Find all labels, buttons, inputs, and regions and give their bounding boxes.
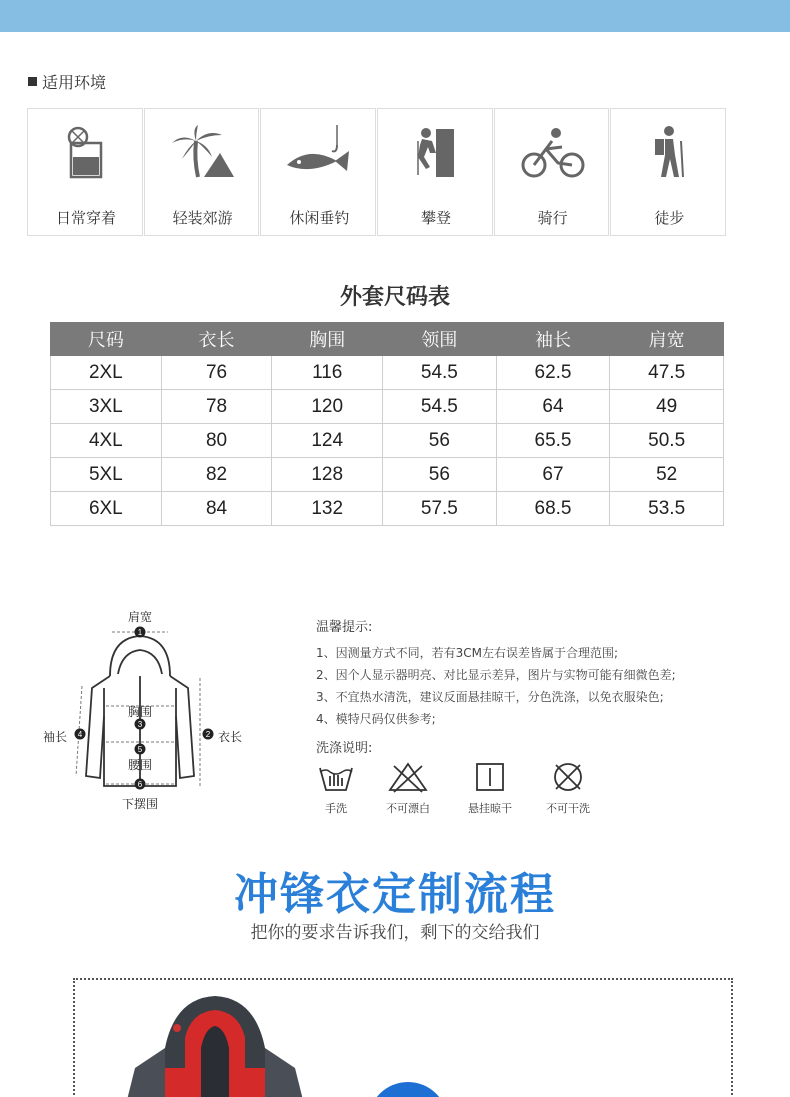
measure-number: 2 (205, 730, 211, 739)
label-hem: 下摆围 (122, 797, 159, 811)
no-bleach-icon (388, 760, 428, 794)
table-cell: 124 (272, 424, 383, 458)
no-dry-clean-icon (548, 760, 588, 794)
label-chest: 胸围 (128, 705, 153, 719)
tip-item: 2、因个人显示器明亮、对比显示差异，图片与实物可能有细微色差; (316, 668, 676, 682)
environment-item-hiking: 徒步 (610, 108, 726, 236)
table-cell: 128 (272, 458, 383, 492)
table-row (51, 356, 724, 390)
column-header: 衣长 (161, 323, 272, 356)
column-header: 领围 (383, 323, 497, 356)
wash-section-title: 洗涤说明: (316, 741, 373, 756)
column-header: 肩宽 (610, 323, 724, 356)
column-header: 袖长 (496, 323, 610, 356)
table-cell: 57.5 (383, 492, 497, 526)
column-header: 胸围 (272, 323, 383, 356)
climber-icon (378, 123, 494, 181)
table-cell: 56 (383, 424, 497, 458)
table-cell: 5XL (51, 458, 162, 492)
cyclist-icon (495, 123, 611, 181)
palm-tree-icon (145, 123, 261, 181)
hand-wash-icon (316, 760, 356, 794)
table-cell: 4XL (51, 424, 162, 458)
measure-number: 5 (137, 745, 143, 754)
wash-item-no-bleach: 不可漂白 (368, 760, 448, 816)
tip-item: 3、不宜热水清洗，建议反面悬挂晾干，分色洗涤，以免衣服染色; (316, 690, 664, 704)
hang-dry-icon (470, 760, 510, 794)
environment-grid (27, 108, 727, 236)
size-table-header-row (51, 323, 724, 356)
process-dotted-frame (73, 978, 733, 1097)
table-cell: 2XL (51, 356, 162, 390)
table-row (51, 492, 724, 526)
hiker-icon (611, 123, 727, 181)
measure-number: 6 (137, 780, 143, 789)
bullet-square-icon (28, 77, 37, 86)
measure-number: 1 (137, 628, 143, 637)
table-cell: 54.5 (383, 390, 497, 424)
table-cell: 68.5 (496, 492, 610, 526)
size-table-title: 外套尺码表 (339, 285, 450, 310)
top-banner-bar (0, 0, 790, 32)
label-body-length: 衣长 (218, 730, 243, 744)
table-cell: 65.5 (496, 424, 610, 458)
environment-section-title: 适用环境 (28, 70, 106, 93)
table-cell: 67 (496, 458, 610, 492)
label-shoulder-width: 肩宽 (128, 610, 153, 624)
table-cell: 84 (161, 492, 272, 526)
table-cell: 3XL (51, 390, 162, 424)
jacket-photo-image (115, 988, 355, 1097)
environment-item-outing: 轻装郊游 (144, 108, 260, 236)
tips-title: 温馨提示: (316, 620, 373, 635)
table-row (51, 424, 724, 458)
label-waist: 腰围 (128, 758, 153, 772)
table-cell: 52 (610, 458, 724, 492)
measurement-diagram (40, 606, 260, 816)
table-cell: 120 (272, 390, 383, 424)
table-cell: 53.5 (610, 492, 724, 526)
environment-item-fishing: 休闲垂钓 (260, 108, 376, 236)
table-cell: 116 (272, 356, 383, 390)
environment-item-daily: 日常穿着 (27, 108, 143, 236)
tip-item: 1、因测量方式不同，若有3CM左右误差皆属于合理范围; (316, 646, 619, 660)
process-title: 冲锋衣定制流程 (234, 869, 556, 920)
table-cell: 132 (272, 492, 383, 526)
environment-item-climbing: 攀登 (377, 108, 493, 236)
fish-icon (261, 123, 377, 181)
wash-item-no-dry-clean: 不可干洗 (528, 760, 608, 816)
table-row (51, 390, 724, 424)
wash-item-hang-dry: 悬挂晾干 (450, 760, 530, 816)
size-table (50, 322, 724, 526)
process-subtitle: 把你的要求告诉我们，剩下的交给我们 (250, 923, 540, 943)
table-cell: 54.5 (383, 356, 497, 390)
table-cell: 49 (610, 390, 724, 424)
measure-number: 4 (77, 730, 83, 739)
drink-icon (28, 123, 144, 181)
table-cell: 78 (161, 390, 272, 424)
table-cell: 6XL (51, 492, 162, 526)
wash-item-hand-wash: 手洗 (296, 760, 376, 816)
tip-item: 4、模特尺码仅供参考; (316, 712, 436, 726)
tips-section (316, 616, 676, 730)
environment-item-cycling: 骑行 (494, 108, 610, 236)
table-cell: 80 (161, 424, 272, 458)
column-header: 尺码 (51, 323, 162, 356)
table-cell: 62.5 (496, 356, 610, 390)
measure-number: 3 (137, 720, 143, 729)
table-cell: 50.5 (610, 424, 724, 458)
table-cell: 82 (161, 458, 272, 492)
table-cell: 56 (383, 458, 497, 492)
table-cell: 76 (161, 356, 272, 390)
table-cell: 47.5 (610, 356, 724, 390)
label-sleeve-length: 袖长 (43, 730, 68, 744)
table-cell: 64 (496, 390, 610, 424)
table-row (51, 458, 724, 492)
